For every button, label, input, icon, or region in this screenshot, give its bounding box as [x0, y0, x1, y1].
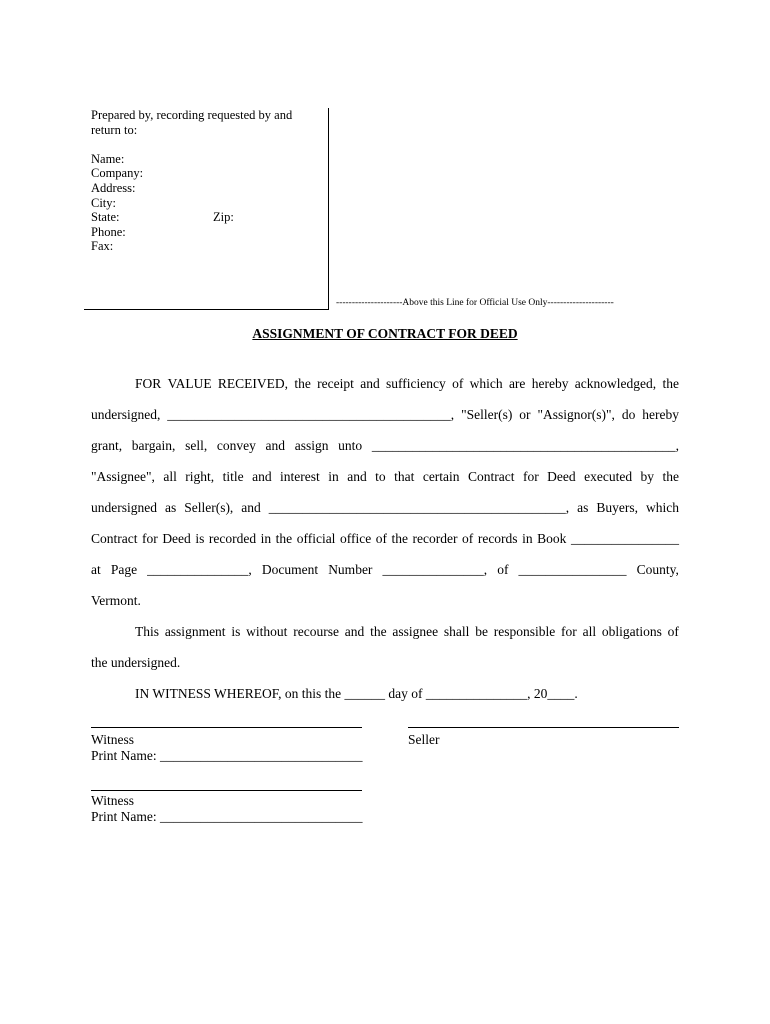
word: do — [621, 407, 636, 422]
word: FOR — [135, 376, 162, 391]
word: Contract — [91, 531, 138, 546]
body-line-1 — [135, 376, 679, 392]
witness2-label: Witness — [91, 793, 134, 808]
word: interest — [280, 469, 320, 484]
word: convey — [216, 438, 256, 453]
word: executed — [584, 469, 633, 484]
word: unto — [338, 438, 363, 453]
word: as — [577, 500, 589, 515]
word: and — [344, 624, 365, 639]
word: to — [375, 469, 386, 484]
body-line-9 — [135, 624, 679, 640]
word: of — [667, 624, 679, 639]
city-label: City: — [91, 195, 117, 210]
word: _______________, — [147, 562, 252, 577]
state-label: State: — [91, 210, 120, 225]
word: certain — [422, 469, 460, 484]
word: recorder — [412, 531, 458, 546]
word: right, — [185, 469, 215, 484]
header-divider-horizontal — [84, 309, 328, 310]
word: at — [91, 562, 101, 577]
word: and — [241, 500, 261, 515]
word: recourse — [293, 624, 339, 639]
header-divider-vertical — [328, 108, 329, 310]
prepared-by-line1: Prepared by, recording requested by and — [91, 108, 293, 122]
word: office — [339, 531, 372, 546]
word: without — [246, 624, 288, 639]
witness2-signature-line — [91, 790, 362, 791]
word: recorded — [208, 531, 257, 546]
address-label: Address: — [91, 180, 136, 195]
word: which — [645, 500, 679, 515]
word: ____________________________________________, — [268, 500, 570, 515]
word: in — [328, 469, 339, 484]
word: _______________, — [382, 562, 488, 577]
word: VALUE — [167, 376, 212, 391]
body-line-6 — [91, 531, 679, 547]
word: the — [662, 376, 679, 391]
word: ________________ — [518, 562, 627, 577]
word: County, — [636, 562, 679, 577]
word: grant, — [91, 438, 123, 453]
word: This — [135, 624, 160, 639]
word: Contract — [468, 469, 515, 484]
body-line-2 — [91, 407, 679, 423]
word: undersigned, — [91, 407, 161, 422]
word: _____________________________________________, — [371, 438, 679, 453]
word: acknowledged, — [574, 376, 657, 391]
word: or — [519, 407, 531, 422]
word: hereby — [642, 407, 679, 422]
word: Deed — [162, 531, 191, 546]
official-use-line: ---------------------Above this Line for Official Use Only--------------------- — [336, 298, 614, 308]
word: Seller(s), — [184, 500, 234, 515]
word: for — [522, 469, 539, 484]
body-line-7 — [91, 562, 679, 578]
witness1-print-name: Print Name: ______________________________ — [91, 748, 363, 763]
word: and — [347, 469, 367, 484]
name-label: Name: — [91, 151, 125, 166]
word: sell, — [185, 438, 208, 453]
seller-label: Seller — [408, 732, 440, 747]
word: Book — [537, 531, 567, 546]
word: the — [275, 531, 293, 546]
word: undersigned — [91, 500, 157, 515]
body-line-4 — [91, 469, 679, 485]
word: the — [370, 624, 387, 639]
word: ________________ — [570, 531, 679, 546]
word: which — [469, 376, 503, 391]
word: "Seller(s) — [461, 407, 513, 422]
word: by — [640, 469, 655, 484]
word: are — [508, 376, 526, 391]
word: official — [296, 531, 336, 546]
word: Page — [110, 562, 138, 577]
body-line-10: the undersigned. — [91, 655, 181, 670]
word: and — [360, 376, 380, 391]
word: that — [394, 469, 415, 484]
word: hereby — [531, 376, 569, 391]
word: be — [475, 624, 488, 639]
word: and — [265, 438, 286, 453]
word: and — [252, 469, 272, 484]
word: as — [164, 500, 177, 515]
word: Buyers, — [596, 500, 638, 515]
body-line-8: Vermont. — [91, 593, 141, 608]
witness1-signature-line — [91, 727, 362, 728]
word: the — [391, 531, 409, 546]
word: assignment — [164, 624, 226, 639]
document-title: ASSIGNMENT OF CONTRACT FOR DEED — [252, 326, 518, 341]
word: shall — [443, 624, 470, 639]
word: "Assignor(s)", — [537, 407, 615, 422]
word: Number — [328, 562, 373, 577]
word: responsible — [493, 624, 556, 639]
body-line-3 — [91, 438, 679, 454]
word: bargain, — [131, 438, 176, 453]
word: of — [497, 562, 509, 577]
fax-label: Fax: — [91, 239, 114, 254]
word: receipt — [317, 376, 354, 391]
word: of — [375, 531, 387, 546]
witness-whereof-line: IN WITNESS WHEREOF, on this the ______ day of _______________, 20____. — [135, 686, 578, 701]
preparer-block — [91, 108, 321, 254]
word: for — [142, 531, 158, 546]
word: "Assignee", — [91, 469, 155, 484]
word: is — [195, 531, 205, 546]
word: is — [231, 624, 241, 639]
word: for — [561, 624, 577, 639]
word: sufficiency — [386, 376, 446, 391]
word: the — [294, 376, 311, 391]
word: of — [452, 376, 464, 391]
zip-label: Zip: — [213, 210, 234, 225]
word: RECEIVED, — [217, 376, 289, 391]
word: in — [260, 531, 272, 546]
body-line-5 — [91, 500, 679, 516]
witness2-print-name: Print Name: ______________________________ — [91, 809, 363, 824]
word: the — [662, 469, 679, 484]
word: assignee — [392, 624, 439, 639]
word: of — [462, 531, 474, 546]
company-label: Company: — [91, 166, 144, 181]
word: __________________________________________, — [167, 407, 455, 422]
word: all — [163, 469, 177, 484]
word: obligations — [601, 624, 662, 639]
word: Document — [261, 562, 319, 577]
word: Deed — [547, 469, 576, 484]
word: assign — [294, 438, 329, 453]
witness1-label: Witness — [91, 732, 134, 747]
prepared-by-line2: return to: — [91, 122, 138, 137]
word: all — [582, 624, 597, 639]
phone-label: Phone: — [91, 224, 126, 239]
word: in — [522, 531, 533, 546]
word: title — [222, 469, 244, 484]
word: records — [477, 531, 518, 546]
seller-signature-line — [408, 727, 679, 728]
